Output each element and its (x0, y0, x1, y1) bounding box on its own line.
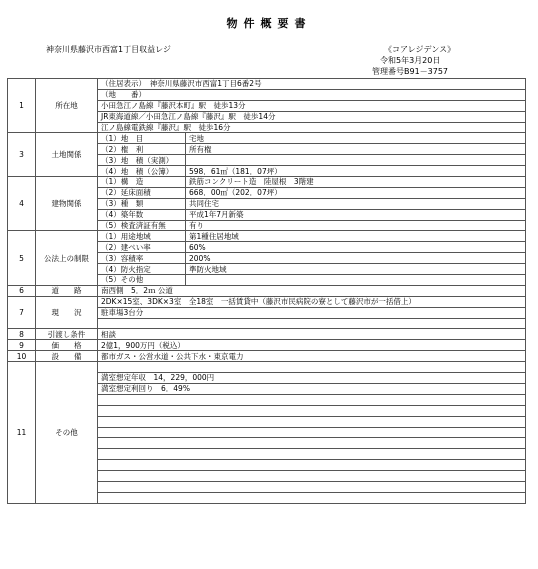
table-row (8, 362, 526, 373)
section-number: 10 (8, 351, 36, 362)
field-label: （4）地 積（公簿） (98, 166, 186, 177)
section-number: 6 (8, 285, 36, 296)
status-value: 駐車場3台分 (98, 307, 526, 318)
field-label: （5）その他 (98, 275, 186, 286)
road-value: 南西側 5．2ｍ 公道 (98, 285, 526, 296)
field-value (186, 275, 526, 286)
field-value: 第1種住居地域 (186, 231, 526, 242)
blank-cell (98, 318, 526, 329)
field-label: （5）検査済証有無 (98, 220, 186, 231)
header-meta (372, 44, 455, 77)
field-value: 平成1年7月新築 (186, 209, 526, 220)
section-number: 5 (8, 231, 36, 285)
field-value: 宅地 (186, 133, 526, 144)
section-number: 1 (8, 79, 36, 133)
expected-annual-income: 満室想定年収 14，229，000円 (98, 373, 526, 384)
field-value: 668．00㎡（202．07坪） (186, 187, 526, 198)
section-label-road: 道 路 (36, 285, 98, 296)
price-value: 2億1，900万円（税込） (98, 340, 526, 351)
section-label-other: その他 (36, 362, 98, 504)
table-row (8, 133, 526, 144)
field-value (186, 155, 526, 166)
field-label: （4）築年数 (98, 209, 186, 220)
residential-address: （住居表示） 神奈川県藤沢市西富1丁目6番2号 (98, 79, 526, 90)
table-row (8, 296, 526, 307)
section-label-delivery: 引渡し条件 (36, 329, 98, 340)
station-access: JR東海道線／小田急江ノ島線『藤沢』駅 徒歩14分 (98, 111, 526, 122)
section-label-status: 現 況 (36, 296, 98, 329)
field-value: 鉄筋コンクリート造 陸屋根 3階建 (186, 177, 526, 188)
field-label: （1）地 目 (98, 133, 186, 144)
meta-series-name: 《コアレジデンス》 (384, 45, 456, 54)
section-number: 8 (8, 329, 36, 340)
blank-cell (98, 438, 526, 449)
blank-cell (98, 471, 526, 482)
field-value: 共同住宅 (186, 198, 526, 209)
field-value: 準防火地域 (186, 264, 526, 275)
table-row (8, 340, 526, 351)
meta-date: 令和5年3月20日 (380, 56, 441, 65)
field-label: （2）権 利 (98, 144, 186, 155)
field-value: 200% (186, 253, 526, 264)
table-row (8, 329, 526, 340)
field-label: （2）延床面積 (98, 187, 186, 198)
status-value: 2DK×15室、3DK×3室 全18室 一括賃貸中（藤沢市民病院の寮として藤沢市が一括借上） (98, 296, 526, 307)
expected-yield: 満室想定利回り 6．49% (98, 383, 526, 394)
table-row (8, 231, 526, 242)
section-number: 9 (8, 340, 36, 351)
field-label: （1）用途地域 (98, 231, 186, 242)
section-label-price: 価 格 (36, 340, 98, 351)
field-value: 所有権 (186, 144, 526, 155)
field-label: （3）地 積（実測） (98, 155, 186, 166)
field-value: 有り (186, 220, 526, 231)
document-title: 物件概要書 (226, 17, 312, 30)
blank-cell (98, 394, 526, 405)
section-number: 11 (8, 362, 36, 504)
meta-control-number: 管理番号B91－3757 (372, 67, 449, 76)
field-label: （2）建ぺい率 (98, 242, 186, 253)
section-label-land: 土地関係 (36, 133, 98, 177)
table-row (8, 177, 526, 188)
section-number: 7 (8, 296, 36, 329)
blank-cell (98, 460, 526, 471)
field-value: 60% (186, 242, 526, 253)
blank-cell (98, 405, 526, 416)
property-summary-table (7, 78, 526, 504)
field-label: （1）構 造 (98, 177, 186, 188)
blank-cell (98, 449, 526, 460)
field-label: （3）種 類 (98, 198, 186, 209)
station-access: 小田急江ノ島線『藤沢本町』駅 徒歩13分 (98, 100, 526, 111)
field-label: （4）防火指定 (98, 264, 186, 275)
table-row (8, 79, 526, 90)
section-label-building: 建物関係 (36, 177, 98, 231)
delivery-value: 相談 (98, 329, 526, 340)
blank-cell (98, 481, 526, 492)
field-value: 598．61㎡（181．07坪） (186, 166, 526, 177)
lot-number-row: （地 番） (98, 89, 526, 100)
facilities-value: 都市ガス・公営水道・公共下水・東京電力 (98, 351, 526, 362)
property-name: 神奈川県藤沢市西富1丁目収益レジ (46, 45, 171, 54)
blank-cell (98, 427, 526, 438)
section-label-facilities: 設 備 (36, 351, 98, 362)
field-label: （3）容積率 (98, 253, 186, 264)
table-row (8, 285, 526, 296)
blank-cell (98, 416, 526, 427)
section-label-location: 所在地 (36, 79, 98, 133)
table-row (8, 351, 526, 362)
station-access: 江ノ島線電鉄線『藤沢』駅 徒歩16分 (98, 122, 526, 133)
section-number: 4 (8, 177, 36, 231)
other-value (98, 362, 526, 373)
section-number: 3 (8, 133, 36, 177)
section-label-legal: 公法上の制限 (36, 231, 98, 285)
blank-cell (98, 492, 526, 503)
